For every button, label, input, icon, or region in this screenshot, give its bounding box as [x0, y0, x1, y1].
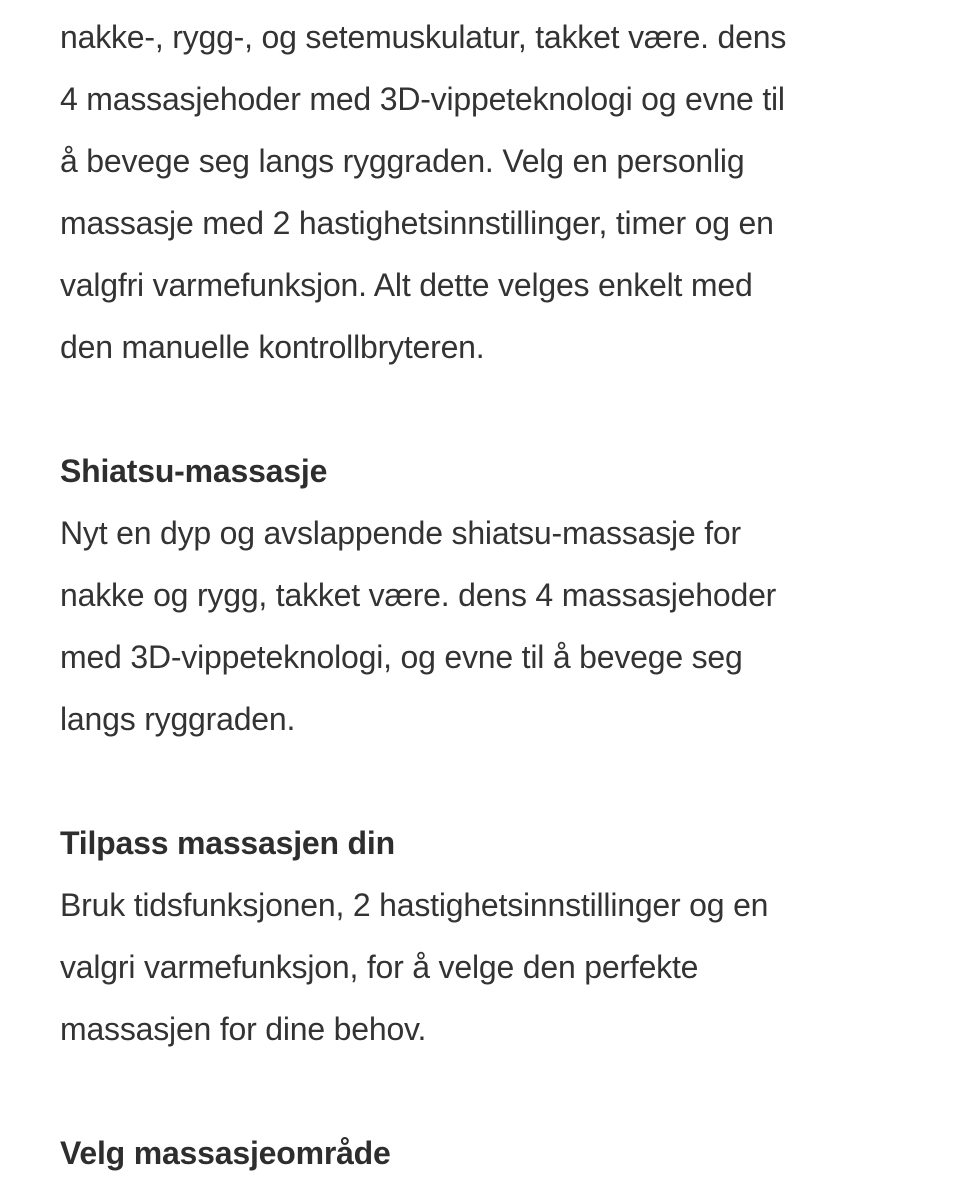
customize-line-2: valgri varmefunksjon, for å velge den perfekte [60, 949, 699, 985]
spacer [60, 378, 920, 440]
intro-line-1: nakke-, rygg-, og setemuskulatur, takket være. dens [60, 19, 787, 55]
intro-paragraph [60, 6, 920, 378]
area-heading: Velg massasjeområde [60, 1135, 391, 1171]
shiatsu-line-1: Nyt en dyp og avslappende shiatsu-massasje for [60, 515, 741, 551]
shiatsu-line-2: nakke og rygg, takket være. dens 4 massasjehoder [60, 577, 777, 613]
shiatsu-heading: Shiatsu-massasje [60, 453, 328, 489]
customize-line-1: Bruk tidsfunksjonen, 2 hastighetsinnstillinger og en [60, 887, 769, 923]
customize-section [60, 812, 920, 1060]
spacer [60, 750, 920, 812]
spacer [60, 1060, 920, 1122]
intro-line-5: valgfri varmefunksjon. Alt dette velges enkelt med [60, 267, 753, 303]
customize-heading: Tilpass massasjen din [60, 825, 395, 861]
shiatsu-section [60, 440, 920, 750]
intro-line-3: å bevege seg langs ryggraden. Velg en personlig [60, 143, 745, 179]
article-body [60, 6, 920, 1184]
shiatsu-line-4: langs ryggraden. [60, 701, 296, 737]
intro-line-2: 4 massasjehoder med 3D-vippeteknologi og evne til [60, 81, 785, 117]
intro-line-4: massasje med 2 hastighetsinnstillinger, timer og en [60, 205, 774, 241]
customize-line-3: massasjen for dine behov. [60, 1011, 427, 1047]
intro-line-6: den manuelle kontrollbryteren. [60, 329, 485, 365]
area-section [60, 1122, 920, 1184]
shiatsu-line-3: med 3D-vippeteknologi, og evne til å bevege seg [60, 639, 743, 675]
